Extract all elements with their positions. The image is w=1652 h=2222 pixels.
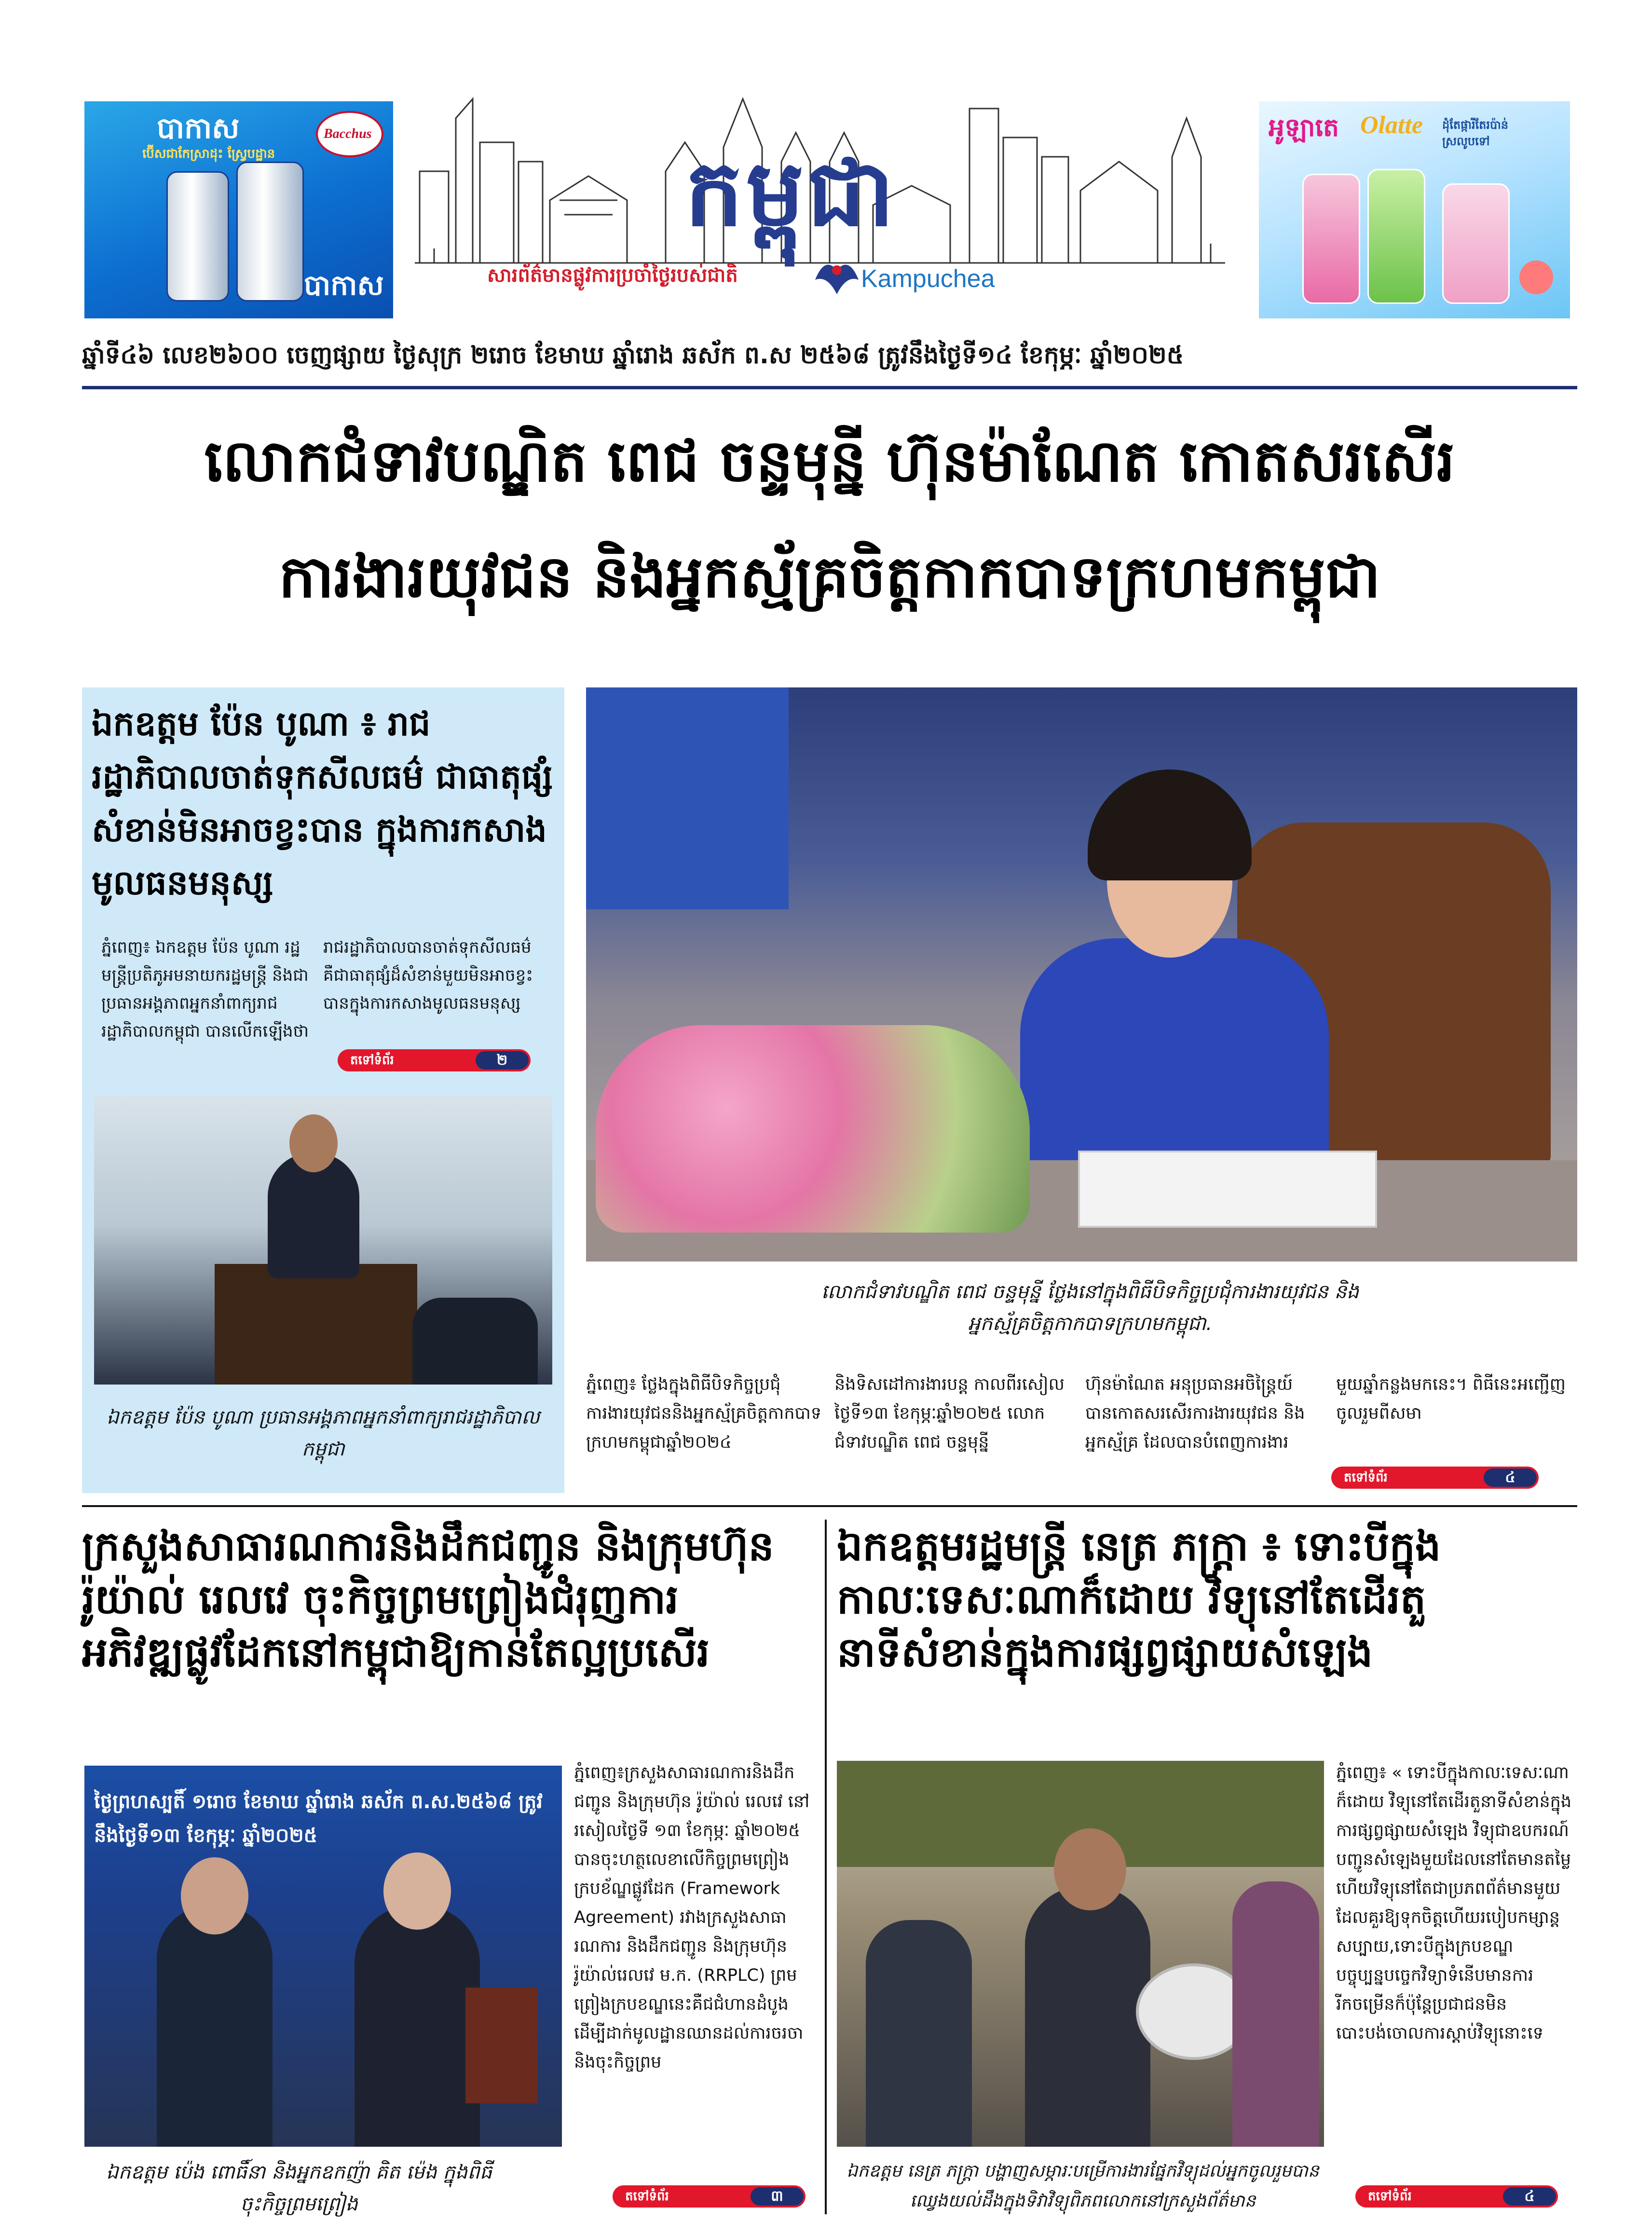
continue-label: តទៅទំព័រ bbox=[1368, 2189, 1412, 2204]
masthead-brand-english: Kampuchea bbox=[861, 265, 995, 293]
continue-label: តទៅទំព័រ bbox=[350, 1053, 394, 1068]
advertisement-olatte[interactable] bbox=[1259, 101, 1570, 318]
masthead-divider bbox=[82, 386, 1577, 389]
rail-story-headline-line-1[interactable]: ក្រសួងសាធារណការនិងដឹកជញ្ជូន និងក្រុមហ៊ុន bbox=[82, 1522, 774, 1570]
ad-olatte-brand: Olatte bbox=[1360, 111, 1423, 139]
rail-story-body: ភ្នំពេញ៖ក្រសួងសាធារណការនិងដឹកជញ្ជូន និងក្រុមហ៊ុន រ៉ូយ៉ាល់ រេលវេ នៅរសៀលថ្ងៃទី ១៣ ខែកុម្ភៈ ឆ្នាំ២០២៥ បានចុះហត្ថលេខាលើកិច្ចព្រមព្រៀងក្របខ័ណ្ឌផ្លូវដែក (Framework Agreement) រវាងក្រសួងសាធារណការ និងដឹកជញ្ជូន និងក្រុមហ៊ុន រ៉ូយ៉ាល់រេលវេ ម.ក. (RRPLC) ព្រមព្រៀងក្របខណ្ឌនេះគឺជជំហានដំបូងដើម្បីដាក់មូលដ្ឋានឈានដល់ការចរចា និងចុះកិច្ចព្រម bbox=[574, 1763, 810, 2072]
left-story-column-2: រាជរដ្ឋាភិបាលបានចាត់ទុកសីលធម៌ គឺជាធាតុផ្សំដ៏សំខាន់មួយមិនអាចខ្វះបានក្នុងការកសាងមូលធនមនុស្ស bbox=[323, 938, 533, 1013]
issue-dateline: ឆ្នាំទី៤៦ លេខ២៦០០ ចេញផ្សាយ ថ្ងៃសុក្រ ២រោច ខែមាឃ ឆ្នាំរោង ឆស័ក ព.ស ២៥៦៨ ត្រូវនឹងថ្ងៃទី១៤ ខែកុម្ភៈ ឆ្នាំ២០២៥ bbox=[82, 341, 1184, 369]
ad-olatte-can-1 bbox=[1302, 174, 1360, 304]
ad-can-1 bbox=[166, 171, 229, 302]
ad-olatte-brand-kh: អូឡាតេ bbox=[1269, 113, 1339, 142]
rail-story-headline-line-2[interactable]: រ៉ូយ៉ាល់ រេលវេ ចុះកិច្ចព្រមព្រៀងជំរុញការ bbox=[82, 1576, 679, 1623]
left-feature-box bbox=[82, 687, 564, 1493]
photo-signatory-left-head bbox=[181, 1857, 248, 1934]
main-story-column-4: មួយឆ្នាំកន្លងមកនេះ។ ពិធីនេះអញ្ជើញចូលរួមពីសមា bbox=[1336, 1375, 1566, 1423]
masthead-logo[interactable]: កម្ពុជា bbox=[684, 139, 898, 247]
main-headline-line-1[interactable]: លោកជំទាវបណ្ឌិត ពេជ ចន្ទមុន្នី ហ៊ុនម៉ាណែត កោតសរសើរ bbox=[204, 428, 1455, 495]
photo-bystander bbox=[1232, 1881, 1319, 2147]
radio-story-continue-button[interactable] bbox=[1355, 2185, 1558, 2208]
photo-minister bbox=[1025, 1886, 1150, 2147]
photo-name-plate bbox=[1078, 1151, 1377, 1228]
advertisement-bacchus[interactable] bbox=[84, 101, 393, 318]
main-story-photo[interactable] bbox=[586, 687, 1577, 1262]
photo-podium bbox=[215, 1264, 417, 1385]
continue-page-number: ៤ bbox=[1503, 2187, 1556, 2206]
main-headline-line-2[interactable]: ការងារយុវជន និងអ្នកស្ម័គ្រចិត្តកាកបាទក្រហមកម្ពុជា bbox=[278, 544, 1381, 611]
left-story-photo-caption: ឯកឧត្តម ប៉ែន បូណា ប្រធានអង្គភាពអ្នកនាំពាក្យរាជរដ្ឋាភិបាលកម្ពុជា bbox=[107, 1406, 540, 1460]
section-divider bbox=[82, 1505, 1577, 1507]
photo-agreement-folder bbox=[465, 1988, 538, 2103]
radio-story-headline-line-3[interactable]: នាទីសំខាន់ក្នុងការផ្សព្វផ្សាយសំឡេង bbox=[837, 1629, 1373, 1676]
column-divider bbox=[825, 1520, 827, 2214]
radio-story-headline-line-1[interactable]: ឯកឧត្តមរដ្ឋមន្ត្រី នេត្រ ភក្ត្រា ៖ ទោះបីក្នុង bbox=[837, 1522, 1441, 1570]
continue-label: តទៅទំព័រ bbox=[625, 2189, 669, 2204]
continue-page-number: ៣ bbox=[751, 2187, 804, 2206]
photo-speaker-hair bbox=[1088, 769, 1252, 880]
ad-olatte-can-3 bbox=[1442, 183, 1510, 304]
radio-story-body: ភ្នំពេញ៖ « ទោះបីក្នុងកាលៈទេសៈណាក៏ដោយ វិទ្យុនៅតែដើរតួនាទីសំខាន់ក្នុងការផ្សព្វផ្សាយសំឡេង វិទ្យុជាឧបករណ៍បញ្ជូនសំឡេងមួយដែលនៅតែមានតម្លៃ ហើយវិទ្យុនៅតែជាប្រភពព័ត៌មានមួយដែលគួរឱ្យទុកចិត្តហើយរបៀបកម្សាន្តសប្បាយ,ទោះបីក្នុងក្របខណ្ឌបច្ចុប្បន្នបច្ចេកវិទ្យាទំនើបមានការរីកចម្រើនក៏ប៉ុន្តែប្រជាជនមិនបោះបង់ចោលការស្ដាប់វិទ្យុនោះទេ bbox=[1336, 1763, 1572, 2043]
masthead-tagline: សារព័ត៌មានផ្លូវការប្រចាំថ្ងៃរបស់ជាតិ bbox=[487, 264, 738, 287]
main-story-photo-caption: លោកជំទាវបណ្ឌិត ពេជ ចន្ទមុន្នី ថ្លែងនៅក្នុងពិធីបិទកិច្ចប្រជុំការងារយុវជន និងអ្នកស្ម័គ្រចិត្តកាកបាទក្រហមកម្ពុជា. bbox=[821, 1281, 1359, 1335]
photo-minister-head bbox=[1054, 1828, 1126, 1910]
ad-bacchus-top-text: បាកាស bbox=[157, 111, 240, 145]
ad-bacchus-line2: ប៊ើសជាកែស្រាដុះ ស្រ្វែបដ្ឋាន bbox=[142, 147, 275, 161]
photo-signatory-right bbox=[355, 1906, 480, 2147]
photo-audience bbox=[412, 1298, 538, 1385]
ad-olatte-can-2 bbox=[1367, 169, 1425, 304]
left-story-title[interactable]: ឯកឧត្តម ប៉ែន បូណា ៖ រាជរដ្ឋាភិបាលចាត់ទុកសីលធម៌ ជាធាតុផ្សំសំខាន់មិនអាចខ្វះបាន ក្នុងការកសាងមូលធនមនុស្ស bbox=[92, 704, 553, 903]
ad-olatte-promo: ដុំតែផ្ការីតែរប៉ាន់ ស្រលូបទៅ bbox=[1442, 118, 1509, 148]
rail-story-photo[interactable] bbox=[84, 1766, 562, 2147]
kampuchea-emblem-icon bbox=[810, 251, 863, 299]
rail-story-headline-line-3[interactable]: អភិវឌ្ឍផ្លូវដែកនៅកម្ពុជាឱ្យកាន់តែល្អប្រសើរ bbox=[82, 1629, 710, 1676]
ad-bacchus-logo: Bacchus bbox=[316, 111, 383, 157]
ad-bacchus-bottom-text: បាកាស bbox=[304, 269, 384, 302]
ad-olatte-fruit bbox=[1519, 261, 1553, 294]
main-story-column-3: ហ៊ុនម៉ាណែត អនុប្រធានអចិន្ត្រៃយ៍ បានកោតសរសើរការងារយុវជន និងអ្នកស្ម័គ្រ ដែលបានបំពេញការងារ bbox=[1085, 1375, 1305, 1452]
left-story-continue-button[interactable] bbox=[338, 1049, 531, 1071]
photo-signatory-right-head bbox=[383, 1852, 451, 1930]
ad-can-2 bbox=[236, 162, 304, 302]
main-story-column-2: និងទិសដៅការងារបន្ត កាលពីរសៀលថ្ងៃទី១៣ ខែកុម្ភៈឆ្នាំ២០២៥ លោកជំទាវបណ្ឌិត ពេជ ចន្ទមុន្នី bbox=[834, 1375, 1065, 1452]
radio-story-photo-caption: ឯកឧត្តម នេត្រ ភក្ត្រា បង្ហាញសម្ភារៈបម្រើការងារផ្នែកវិទ្យុដល់អ្នកចូលរួមបានឈ្វេងយល់ដឹងក្នុងទិវាវិទ្យុពិភពលោកនៅក្រសួងព័ត៌មាន bbox=[846, 2161, 1319, 2211]
photo-backdrop-flag bbox=[586, 687, 789, 909]
photo-speaker-head bbox=[289, 1114, 338, 1172]
continue-page-number: ២ bbox=[476, 1051, 529, 1070]
photo-flowers bbox=[596, 1025, 1030, 1233]
radio-story-headline-line-2[interactable]: កាលៈទេសៈណាក៏ដោយ វិទ្យុនៅតែដើរតួ bbox=[837, 1576, 1426, 1623]
radio-story-photo[interactable] bbox=[837, 1761, 1324, 2147]
rail-story-continue-button[interactable] bbox=[613, 2185, 806, 2208]
photo-event-banner: ថ្ងៃព្រហស្បតិ៍ ១រោច ខែមាឃ ឆ្នាំរោង ឆស័ក ព.ស.២៥៦៨ ត្រូវនឹងថ្ងៃទី១៣ ខែកុម្ភៈ ឆ្នាំ២០២៥ bbox=[94, 1791, 543, 1847]
photo-signatory-left bbox=[157, 1906, 273, 2147]
left-story-photo[interactable] bbox=[94, 1095, 552, 1385]
photo-camera-operator bbox=[866, 1920, 972, 2147]
main-story-column-1: ភ្នំពេញ៖ ថ្លែងក្នុងពិធីបិទកិច្ចប្រជុំការងារយុវជននិងអ្នកស្ម័គ្រចិត្តកាកបាទក្រហមកម្ពុជាឆ្នាំ២០២៤ bbox=[586, 1375, 822, 1452]
continue-label: តទៅទំព័រ bbox=[1344, 1470, 1388, 1485]
main-story-continue-button[interactable] bbox=[1331, 1467, 1539, 1489]
left-story-column-1: ភ្នំពេញ៖ ឯកឧត្តម ប៉ែន បូណា រដ្ឋមន្ត្រីប្រតិភូអមនាយករដ្ឋមន្ត្រី និងជាប្រធានអង្គភាពអ្នកនាំពាក្យរាជរដ្ឋាភិបាលកម្ពុជា បានលើកឡើងថា bbox=[101, 938, 309, 1041]
rail-story-photo-caption: ឯកឧត្តម ប៉េង ពោធិ៍នា និងអ្នកឧកញ៉ា គិត ម៉េង ក្នុងពិធីចុះកិច្ចព្រមព្រៀង bbox=[106, 2161, 492, 2215]
continue-page-number: ៤ bbox=[1484, 1468, 1537, 1487]
